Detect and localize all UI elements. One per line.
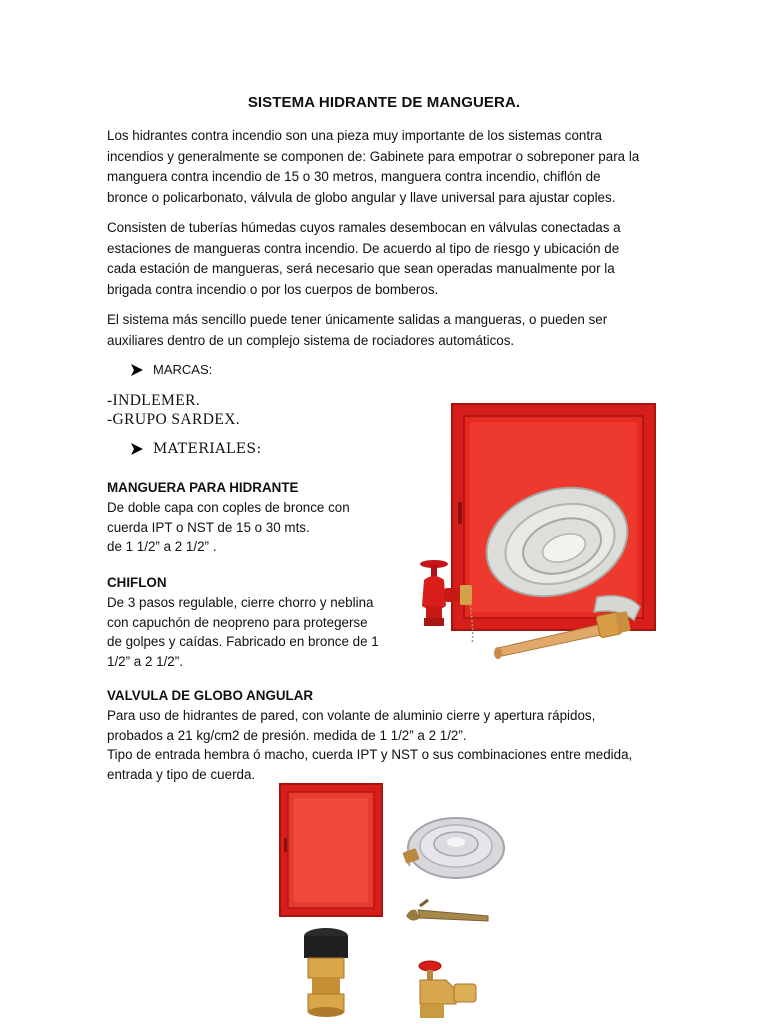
section-heading: CHIFLON [107, 575, 167, 590]
text-line: auxiliares dentro de un complejo sistema de rociadores automáticos. [107, 332, 515, 348]
text-line: estaciones de mangueras contra incendio. De acuerdo al tipo de riesgo y ubicación de [107, 240, 620, 256]
text-line: con capuchón de neopreno para protegerse [107, 614, 368, 630]
text-line: manguera contra incendio de 15 o 30 metros, manguera contra incendio, chiflón de [107, 169, 601, 185]
brand-item: -GRUPO SARDEX. [107, 411, 241, 428]
hydrant-cabinet-photo [412, 392, 687, 672]
marcas-bullet [130, 362, 212, 377]
tuberias-paragraph [107, 218, 667, 300]
text-line: de golpes y caídas. Fabricado en bronce de 1 [107, 634, 379, 650]
text-line: Consisten de tuberías húmedas cuyos ramales desembocan en válvulas conectadas a [107, 220, 621, 235]
text-line: El sistema más sencillo puede tener únicamente salidas a mangueras, o pueden ser [107, 312, 608, 327]
text-line: cada estación de mangueras, será necesario que sean operadas manualmente por la [107, 261, 615, 277]
text-line: entrada y tipo de cuerda. [107, 767, 256, 783]
intro-paragraph [107, 126, 667, 208]
text-line: De doble capa con coples de bronce con [107, 499, 350, 515]
arrowhead-bullet-icon [130, 363, 144, 377]
arrowhead-bullet-icon [130, 442, 144, 456]
text-line: De 3 pasos regulable, cierre chorro y neblina [107, 594, 374, 610]
text-line: probados a 21 kg/cm2 de presión. medida de 1 1/2” a 2 1/2”. [107, 727, 467, 743]
section-heading: MANGUERA PARA HIDRANTE [107, 480, 299, 495]
text-line: de 1 1/2” a 2 1/2” . [107, 539, 217, 555]
text-line: 1/2” a 2 1/2”. [107, 654, 183, 670]
marcas-label: MARCAS: [153, 362, 213, 377]
text-line: Para uso de hidrantes de pared, con volante de aluminio cierre y apertura rápidos, [107, 707, 596, 723]
section-heading: VALVULA DE GLOBO ANGULAR [107, 688, 314, 703]
brand-list [107, 391, 240, 429]
text-line: Los hidrantes contra incendio son una pieza muy importante de los sistemas contra [107, 128, 602, 143]
valvula-section [107, 686, 687, 785]
text-line: bronce o policarbonato, válvula de globo angular y llave universal para ajustar coples. [107, 189, 616, 205]
text-line: cuerda IPT o NST de 15 o 30 mts. [107, 519, 310, 535]
brand-item: -INDLEMER. [107, 392, 201, 409]
materiales-label: MATERIALES: [153, 441, 262, 457]
manguera-section [107, 478, 397, 557]
text-line: brigada contra incendio o por los cuerpos de bomberos. [107, 281, 439, 297]
hydrant-components-photo [270, 778, 520, 1024]
text-line: incendios y generalmente se componen de: Gabinete para empotrar o sobreponer para la [107, 148, 640, 164]
materiales-bullet [130, 441, 262, 457]
sistema-paragraph [107, 310, 667, 351]
text-line: Tipo de entrada hembra ó macho, cuerda IPT y NST o sus combinaciones entre medida, [107, 747, 633, 763]
document-title: SISTEMA HIDRANTE DE MANGUERA. [247, 94, 521, 111]
chiflon-section [107, 573, 397, 672]
